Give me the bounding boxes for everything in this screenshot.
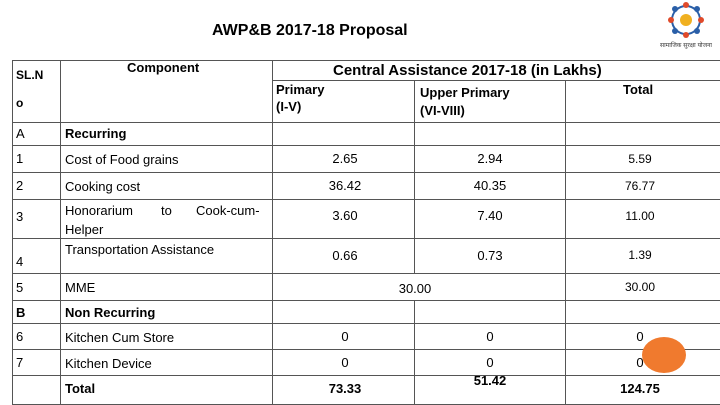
row-7-component: Kitchen Device — [65, 356, 152, 371]
total-primary: 73.33 — [328, 381, 362, 396]
row-6-upper: 0 — [486, 329, 494, 344]
logo-caption: सामाजिक सुरक्षा योजना — [660, 42, 712, 49]
section-a-label: Recurring — [65, 126, 127, 141]
row-7-upper: 0 — [486, 355, 494, 370]
header-primary-range: (I-V) — [276, 99, 302, 114]
row-7-slno: 7 — [16, 355, 24, 370]
header-primary: Primary — [276, 82, 325, 97]
row-3-total: 11.00 — [625, 209, 655, 223]
header-slno-cont: o — [16, 96, 24, 110]
section-b-label: Non Recurring — [65, 305, 156, 320]
row-5-merged-value: 30.00 — [398, 281, 432, 296]
row-3-component-word2: to — [161, 203, 172, 218]
header-upper-primary: Upper Primary — [420, 85, 510, 100]
row-3-component-word3: Cook-cum- — [196, 203, 260, 218]
row-6-slno: 6 — [16, 329, 24, 344]
total-label: Total — [65, 381, 96, 396]
row-2-primary: 36.42 — [328, 178, 362, 193]
logo-emblem-icon — [652, 0, 720, 52]
row-5-total: 30.00 — [624, 280, 656, 294]
row-5-slno: 5 — [16, 280, 24, 295]
row-2-total: 76.77 — [624, 179, 656, 193]
total-total: 124.75 — [620, 381, 660, 396]
row-1-slno: 1 — [16, 151, 24, 166]
row-4-slno: 4 — [16, 254, 24, 269]
header-total: Total — [623, 82, 654, 97]
row-3-component-word1: Honorarium — [65, 203, 133, 218]
row-6-primary: 0 — [341, 329, 349, 344]
row-3-slno: 3 — [16, 209, 24, 224]
header-central-assistance: Central Assistance 2017-18 (in Lakhs) — [333, 62, 602, 79]
row-3-upper: 7.40 — [477, 208, 503, 223]
organization-logo — [652, 0, 720, 52]
page-title: AWP&B 2017-18 Proposal — [212, 22, 408, 39]
row-4-primary: 0.66 — [332, 248, 358, 263]
row-3-component-line2: Helper — [65, 222, 104, 237]
row-6-component: Kitchen Cum Store — [65, 330, 175, 345]
row-1-upper: 2.94 — [477, 151, 503, 166]
row-5-component: MME — [65, 280, 96, 295]
row-7-primary: 0 — [341, 355, 349, 370]
section-a-code: A — [16, 126, 25, 141]
section-b-code: B — [16, 305, 26, 320]
row-6-total: 0 — [636, 329, 644, 344]
row-1-primary: 2.65 — [332, 151, 358, 166]
row-2-upper: 40.35 — [473, 178, 507, 193]
row-1-component: Cost of Food grains — [65, 152, 179, 167]
row-7-total: 0 — [636, 355, 644, 370]
row-4-upper: 0.73 — [477, 248, 503, 263]
row-4-total: 1.39 — [628, 248, 652, 262]
row-3-primary: 3.60 — [332, 208, 358, 223]
header-component: Component — [127, 60, 200, 75]
row-2-slno: 2 — [16, 178, 24, 193]
row-1-total: 5.59 — [628, 152, 652, 166]
total-upper: 51.42 — [473, 373, 507, 388]
header-upper-primary-range: (VI-VIII) — [420, 103, 465, 118]
header-slno: SL.N — [16, 68, 44, 82]
row-2-component: Cooking cost — [65, 179, 141, 194]
row-4-component: Transportation Assistance — [65, 242, 215, 257]
